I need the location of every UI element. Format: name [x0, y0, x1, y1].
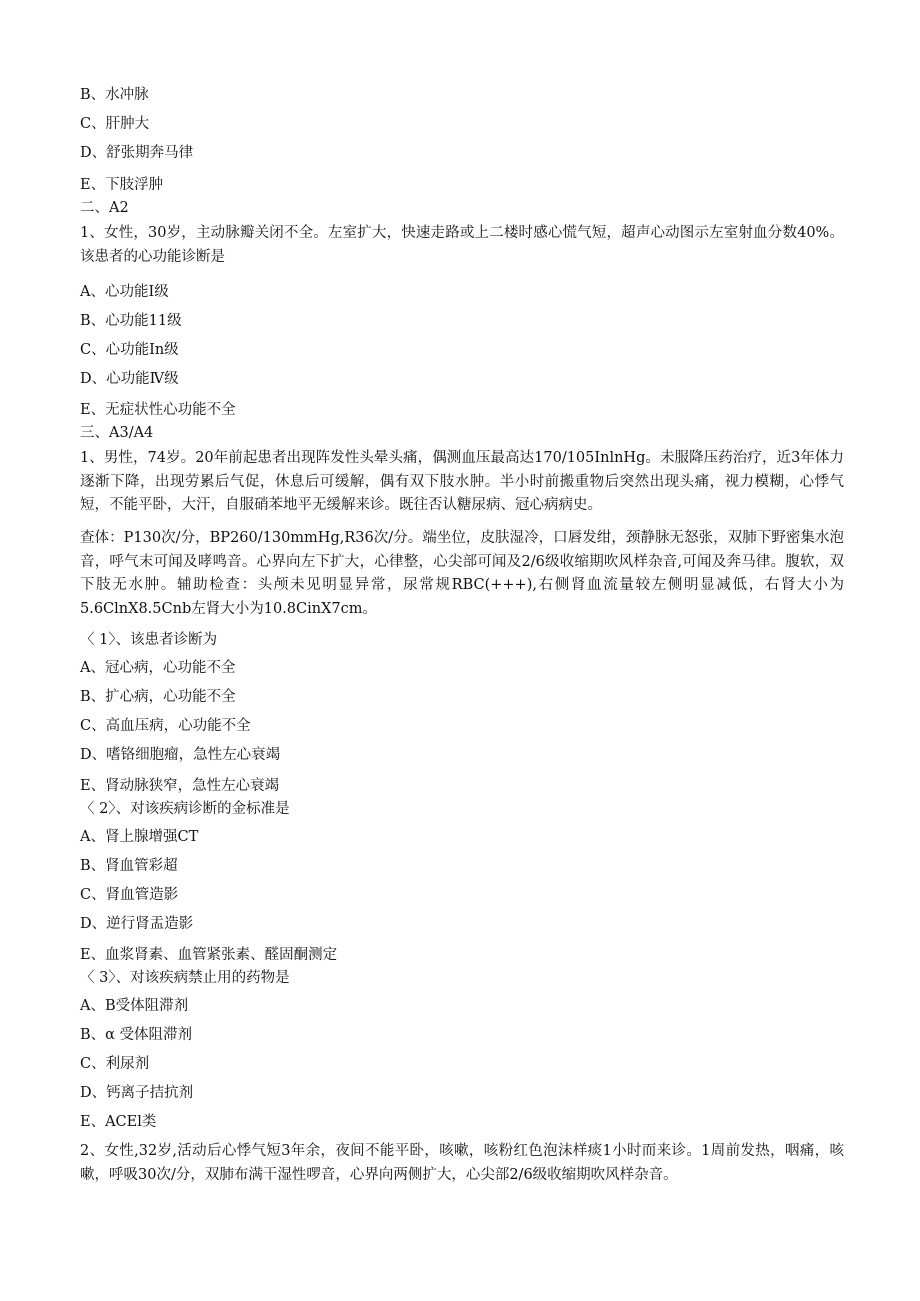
option-e-line: E、无症状性心功能不全: [80, 402, 236, 418]
option-e-line: E、血浆肾素、血管紧张素、醛固酮测定: [80, 947, 338, 963]
option-d-line: D、逆行肾盂造影: [80, 916, 194, 932]
section-heading: 三、A3/A4: [80, 425, 154, 441]
option-b-line: B、肾血管彩超: [80, 858, 178, 874]
option-a-line: A、B受体阻滞剂: [80, 998, 189, 1014]
option-e-line: E、ACEl类: [80, 1114, 157, 1130]
case-paragraph: 1、男性，74岁。20年前起患者出现阵发性头晕头痛，偶测血压最高达170/105InlnHg。未服降压药治疗，近3年体力逐渐下降，出现劳累后气促，休息后可缓解，偶有双下肢水肿。半小时前搬重物后突然出现头痛，视力模糊，心悸气短，不能平卧，大汗，自服硝苯地平无缓解来诊。既往否认糖尿病、冠心病病史。: [80, 450, 844, 513]
option-d-line: D、嗜铬细胞瘤，急性左心衰竭: [80, 747, 281, 763]
option-a-line: A、肾上腺增强CT: [80, 829, 199, 845]
option-c-line: C、肝肿大: [80, 116, 150, 132]
option-c-line: C、心功能In级: [80, 342, 179, 358]
question-paragraph: 1、女性，30岁，主动脉瓣关闭不全。左室扩大，快速走路或上二楼时感心慌气短，超声心动图示左室射血分数40%。该患者的心功能诊断是: [80, 225, 844, 265]
option-d-line: D、心功能Ⅳ级: [80, 371, 179, 387]
option-c-line: C、高血压病，心功能不全: [80, 718, 251, 734]
option-e-line: E、下肢浮肿: [80, 177, 164, 193]
option-a-line: A、冠心病，心功能不全: [80, 660, 236, 676]
section-heading: 二、A2: [80, 200, 129, 216]
option-b-line: B、水冲脉: [80, 87, 149, 103]
option-c-line: C、肾血管造影: [80, 887, 179, 903]
option-e-line: E、肾动脉狭窄，急性左心衰竭: [80, 778, 280, 794]
exam-paragraph: 查体：P130次/分，BP260/130mmHg,R36次/分。端坐位，皮肤湿冷，口唇发绀，颈静脉无怒张，双肺下野密集水泡音，呼气末可闻及哮鸣音。心界向左下扩大，心律整，心尖部可闻及2/6级收缩期吹风样杂音,可闻及奔马律。腹软，双下肢无水肿。辅助检查：头颅未见明显异常，尿常规RBC(+++),右侧肾血流量较左侧明显减低，右肾大小为5.6ClnX8.5Cnb左肾大小为10.8CinX7cm。: [80, 530, 844, 617]
option-b-line: B、心功能11级: [80, 313, 182, 329]
question-paragraph: 2、女性,32岁,活动后心悸气短3年余，夜间不能平卧，咳嗽，咳粉红色泡沫样痰1小时而来诊。1周前发热，咽痛，咳嗽，呼吸30次/分，双肺布满干湿性啰音，心界向两侧扩大，心尖部2/6级收缩期吹风样杂音。: [80, 1143, 844, 1183]
subquestion-line: 〈 3〉、对该疾病禁止用的药物是: [80, 970, 290, 986]
option-d-line: D、钙离子拮抗剂: [80, 1085, 194, 1101]
option-b-line: B、α 受体阻滞剂: [80, 1027, 193, 1043]
option-a-line: A、心功能Ⅰ级: [80, 284, 169, 300]
subquestion-line: 〈 1〉、该患者诊断为: [80, 632, 218, 648]
option-b-line: B、扩心病，心功能不全: [80, 689, 236, 705]
subquestion-line: 〈 2〉、对该疾病诊断的金标准是: [80, 801, 290, 817]
option-d-line: D、舒张期奔马律: [80, 145, 194, 161]
option-c-line: C、利尿剂: [80, 1056, 150, 1072]
